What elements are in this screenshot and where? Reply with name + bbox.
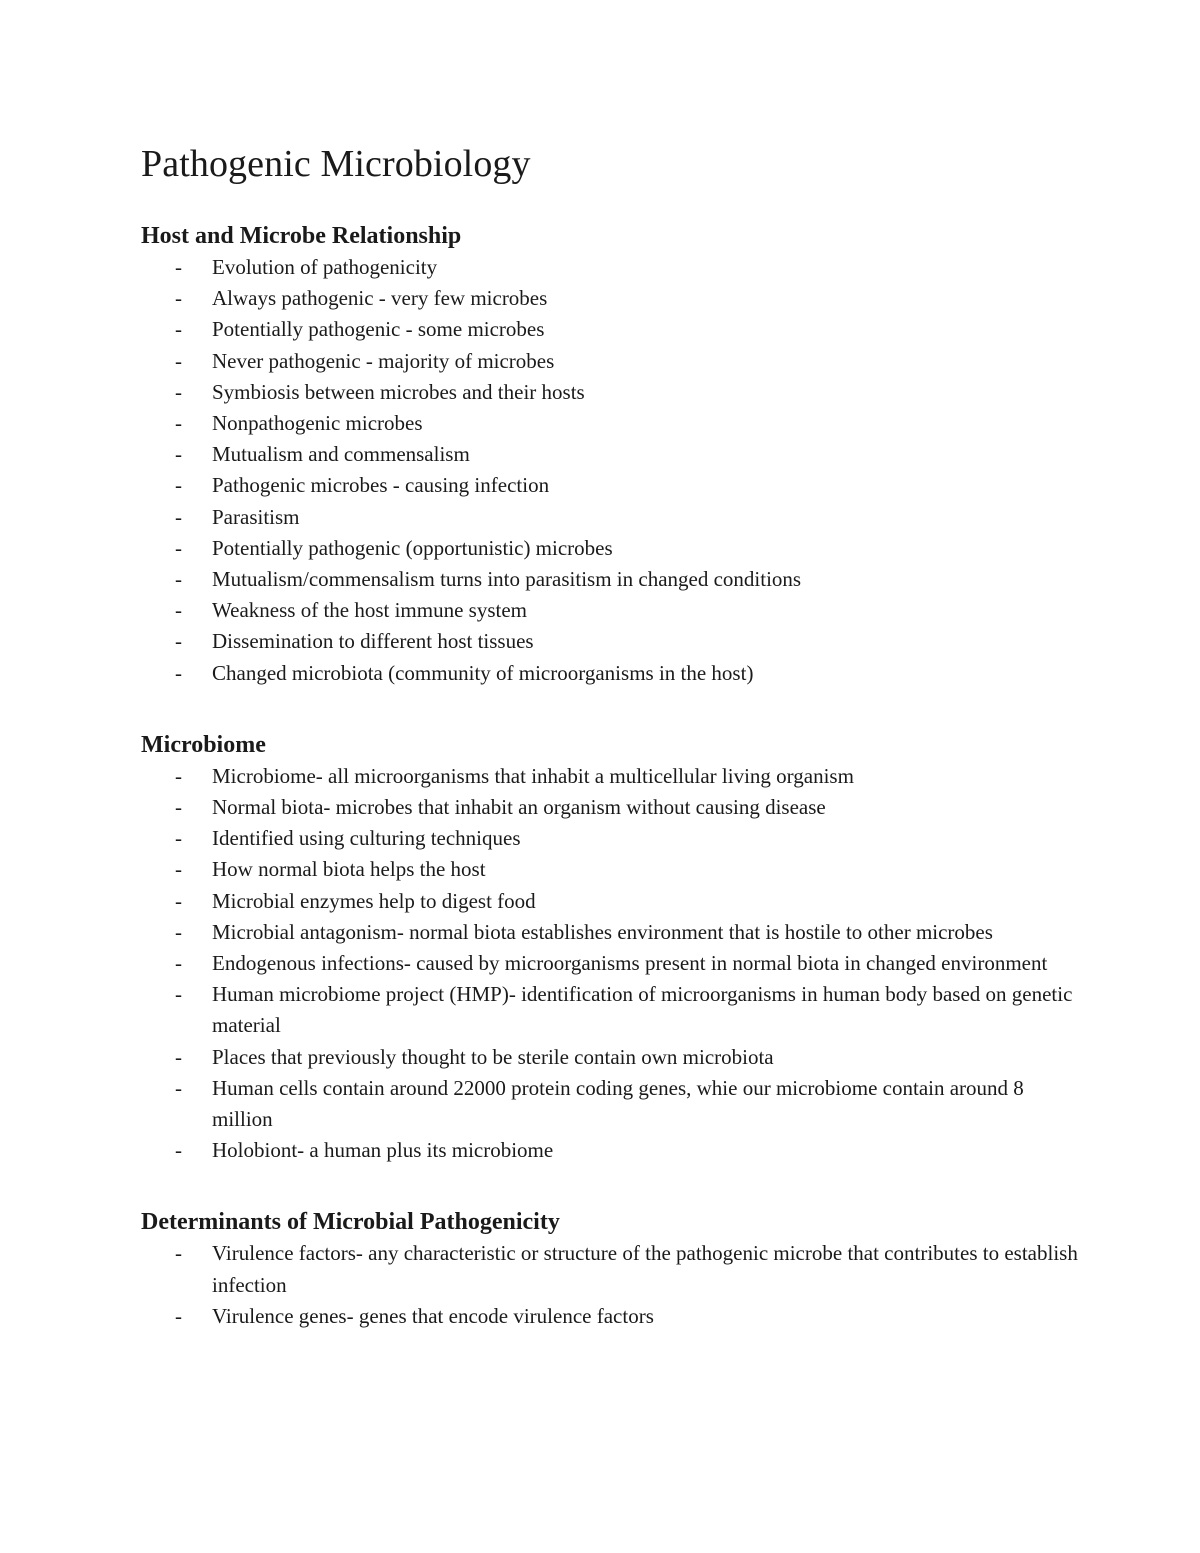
dash-bullet: -: [175, 567, 182, 592]
list-item: [141, 377, 1081, 689]
bullet-list-level-3: [141, 502, 1081, 533]
list-item-text: Human microbiome project (HMP)- identification of microorganisms in human body based on genetic material: [212, 982, 1073, 1038]
list-item-text: Potentially pathogenic (opportunistic) microbes: [212, 535, 613, 560]
list-item-text: Weakness of the host immune system: [212, 598, 528, 623]
list-item: [141, 658, 1081, 689]
list-item-text: Normal biota- microbes that inhabit an organism without causing disease: [212, 795, 826, 820]
dash-bullet: -: [175, 826, 182, 851]
list-item-text: Potentially pathogenic - some microbes: [212, 317, 545, 342]
list-item-text: How normal biota helps the host: [212, 857, 486, 882]
list-item-text: Dissemination to different host tissues: [212, 629, 534, 654]
list-item-text: Mutualism and commensalism: [212, 442, 470, 467]
outline-section: [141, 218, 1081, 689]
bullet-list-level-1: [141, 252, 1081, 689]
dash-bullet: -: [175, 1303, 182, 1328]
list-item-text: Evolution of pathogenicity: [212, 255, 438, 279]
list-item: [141, 792, 1081, 854]
list-item-text: Virulence factors- any characteristic or structure of the pathogenic microbe that contributes to establish infection: [212, 1241, 1078, 1297]
list-item: [141, 823, 1081, 854]
bullet-list-level-2: [141, 823, 1081, 854]
list-item: [141, 979, 1081, 1135]
list-item-text: Always pathogenic - very few microbes: [212, 286, 548, 311]
dash-bullet: -: [175, 442, 182, 467]
list-item: [141, 1135, 1081, 1166]
section-heading: Determinants of Microbial Pathogenicity: [141, 1209, 560, 1236]
list-item: [141, 314, 1081, 345]
list-item: [141, 761, 1081, 792]
bullet-list-level-3: [141, 439, 1081, 470]
list-item: [141, 470, 1081, 532]
list-item: [141, 439, 1081, 470]
list-item: [141, 533, 1081, 689]
list-item: [141, 252, 1081, 377]
list-item-text: Parasitism: [212, 504, 300, 529]
page-title: Pathogenic Microbiology: [141, 143, 531, 185]
bullet-list-level-2: [141, 283, 1081, 377]
list-item: [141, 346, 1081, 377]
dash-bullet: -: [175, 255, 182, 279]
bullet-list-level-2: [141, 1042, 1081, 1136]
list-item: [141, 1238, 1081, 1300]
list-item-text: Microbial enzymes help to digest food: [212, 888, 536, 913]
list-item: [141, 917, 1081, 948]
list-item-text: Identified using culturing techniques: [212, 826, 521, 851]
document-page: [141, 138, 1081, 1332]
list-item-text: Virulence genes- genes that encode virulence factors: [212, 1303, 654, 1328]
dash-bullet: -: [175, 379, 182, 404]
bullet-list-level-4: [141, 595, 1081, 689]
dash-bullet: -: [175, 857, 182, 882]
list-item: [141, 886, 1081, 917]
list-item: [141, 595, 1081, 626]
list-item: [141, 408, 1081, 470]
outline-section: [141, 1166, 1081, 1332]
dash-bullet: -: [175, 888, 182, 913]
dash-bullet: -: [175, 348, 182, 373]
dash-bullet: -: [175, 473, 182, 498]
dash-bullet: -: [175, 598, 182, 623]
dash-bullet: -: [175, 286, 182, 311]
dash-bullet: -: [175, 763, 182, 788]
dash-bullet: -: [175, 535, 182, 560]
bullet-list-level-1: [141, 1238, 1081, 1332]
list-item-text: Holobiont- a human plus its microbiome: [212, 1138, 554, 1163]
dash-bullet: -: [175, 317, 182, 342]
list-item-text: Symbiosis between microbes and their hosts: [212, 379, 585, 404]
list-item-text: Microbiome- all microorganisms that inhabit a multicellular living organism: [212, 763, 854, 788]
list-item-text: Places that previously thought to be sterile contain own microbiota: [212, 1044, 774, 1069]
dash-bullet: -: [175, 660, 182, 685]
bullet-list-level-2: [141, 408, 1081, 689]
list-item: [141, 283, 1081, 314]
list-item: [141, 948, 1081, 979]
dash-bullet: -: [175, 411, 182, 436]
list-item-text: Never pathogenic - majority of microbes: [212, 348, 555, 373]
list-item-text: Endogenous infections- caused by microorganisms present in normal biota in changed environment: [212, 951, 1048, 976]
section-spacer: [141, 689, 1081, 727]
list-item: [141, 854, 1081, 948]
list-item: [141, 626, 1081, 657]
dash-bullet: -: [175, 919, 182, 944]
section-heading: Host and Microbe Relationship: [141, 223, 462, 249]
list-item-text: Microbial antagonism- normal biota establishes environment that is hostile to other microbes: [212, 919, 993, 944]
bullet-list-level-1: [141, 761, 1081, 1167]
bullet-list-level-3: [141, 564, 1081, 689]
document-body: [141, 218, 1081, 1332]
dash-bullet: -: [175, 1138, 182, 1163]
list-item: [141, 1042, 1081, 1073]
dash-bullet: -: [175, 1044, 182, 1069]
list-item: [141, 564, 1081, 689]
list-item: [141, 1073, 1081, 1135]
dash-bullet: -: [175, 982, 182, 1007]
bullet-list-level-2: [141, 886, 1081, 948]
list-item-text: Human cells contain around 22000 protein coding genes, whie our microbiome contain around 8 million: [212, 1075, 1024, 1132]
section-heading: Microbiome: [141, 731, 266, 758]
list-item-text: Changed microbiota (community of microorganisms in the host): [212, 660, 754, 685]
list-item-text: Pathogenic microbes - causing infection: [212, 473, 550, 498]
list-item: [141, 502, 1081, 533]
dash-bullet: -: [175, 504, 182, 529]
dash-bullet: -: [175, 951, 182, 976]
dash-bullet: -: [175, 795, 182, 820]
list-item: [141, 1301, 1081, 1332]
section-spacer: [141, 1166, 1081, 1204]
list-item-text: Mutualism/commensalism turns into parasitism in changed conditions: [212, 567, 802, 592]
outline-section: [141, 689, 1081, 1167]
list-item-text: Nonpathogenic microbes: [212, 411, 423, 436]
dash-bullet: -: [175, 1241, 182, 1266]
dash-bullet: -: [175, 1075, 182, 1100]
dash-bullet: -: [175, 629, 182, 654]
